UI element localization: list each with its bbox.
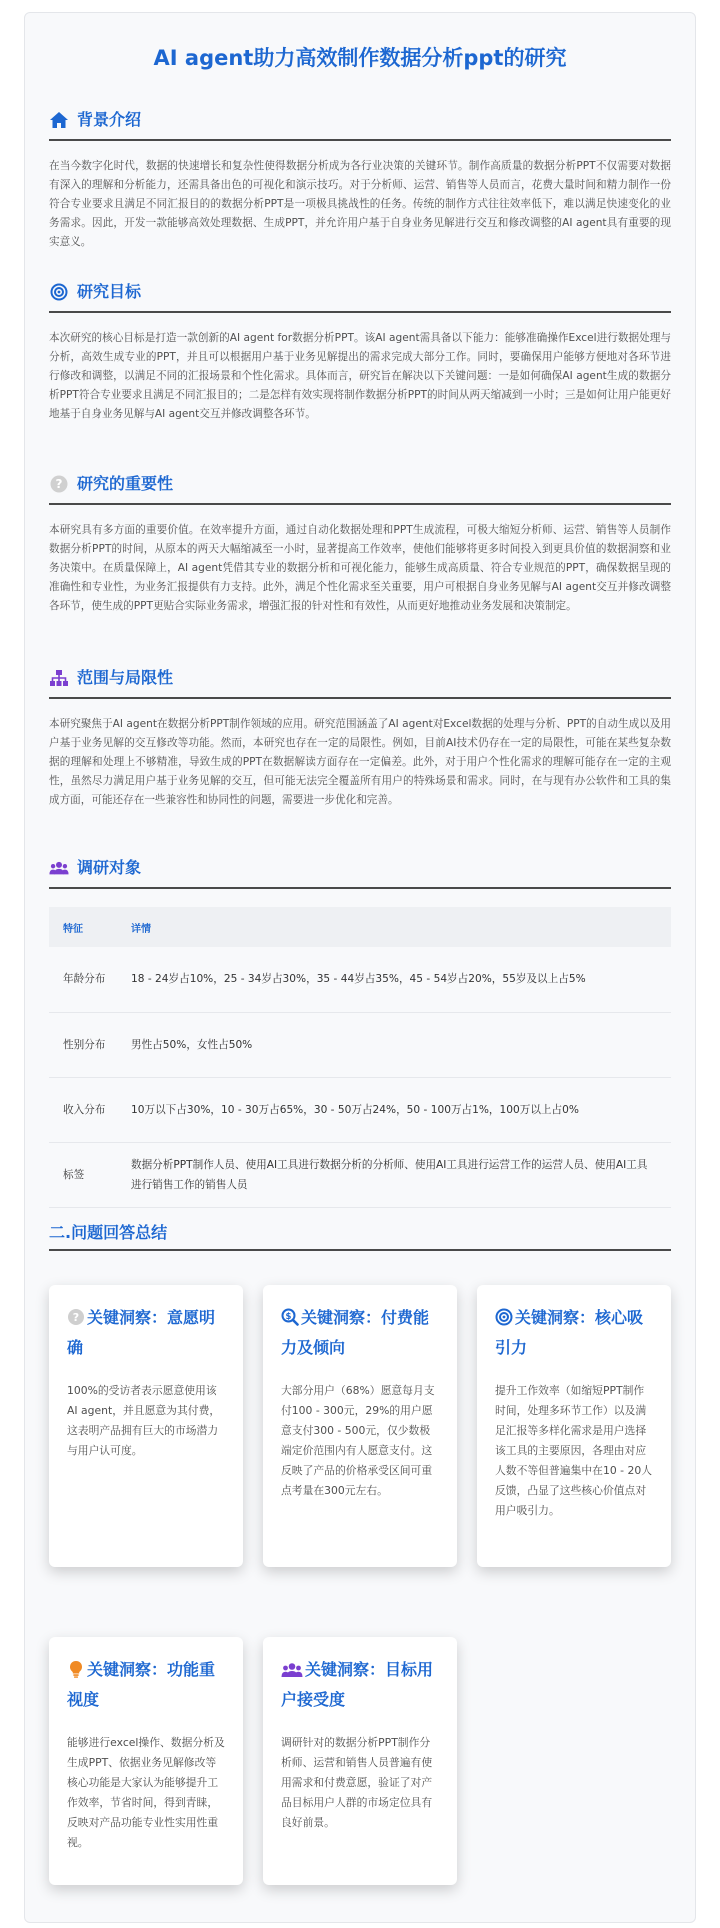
- search-dollar-icon: [281, 1306, 299, 1324]
- users-icon: [281, 1658, 303, 1676]
- table-cell-detail: 10万以下占30%，10 - 30万占65%，30 - 50万占24%，50 - 100万占1%，100万以上占0%: [117, 1077, 671, 1142]
- table-cell-detail: 数据分析PPT制作人员、使用AI工具进行数据分析的分析师、使用AI工具进行运营工作的运营人员、使用AI工具进行销售工作的销售人员: [117, 1142, 671, 1207]
- page-title: AI agent助力高效制作数据分析ppt的研究: [153, 46, 567, 70]
- card-title-text: 关键洞察：目标用户接受度: [281, 1660, 434, 1709]
- table-cell-feature: 年龄分布: [49, 947, 117, 1012]
- card-text: 提升工作效率（如缩短PPT制作时间，处理多环节工作）以及满足汇报等多样化需求是用户选择该工具的主要原因，各理由对应人数不等但普遍集中在10 - 20人反馈，凸显了这些核心价值点对用户吸引力。: [495, 1384, 653, 1517]
- question-circle-icon: [67, 1306, 85, 1324]
- section-summary: [49, 1217, 671, 1251]
- card-text: 100%的受访者表示愿意使用该AI agent，并且愿意为其付费，这表明产品拥有巨大的市场潜力与用户认可度。: [67, 1384, 221, 1457]
- section-text: 本研究具有多方面的重要价值。在效率提升方面，通过自动化数据处理和PPT生成流程，可极大缩短分析师、运营、销售等人员制作数据分析PPT的时间，从原本的两天大幅缩减至一小时，显著提高工作效率，使他们能够将更多时间投入到更具价值的数据洞察和业务决策中。在质量保障上，AI agent凭借其专业的数据分析和可视化能力，能够生成高质量、符合专业规范的PPT，确保数据呈现的准确性和专业性，为业务汇报提供有力支持。此外，满足个性化需求至关重要，用户可根据自身业务见解与AI agent交互并修改调整各环节，使生成的PPT更贴合实际业务需求，增强汇报的针对性和有效性，从而更好地推动业务发展和决策制定。: [49, 524, 671, 612]
- insight-card: [477, 1285, 671, 1567]
- section-title: 调研对象: [77, 858, 142, 877]
- table-cell-feature: 标签: [49, 1142, 117, 1207]
- lightbulb-icon: [67, 1658, 85, 1676]
- column-header: 特征: [63, 923, 83, 935]
- card-title: [495, 1303, 653, 1363]
- table-cell-detail: 18 - 24岁占10%，25 - 34岁占30%，35 - 44岁占35%，45 - 54岁占20%，55岁及以上占5%: [117, 947, 671, 1012]
- table-cell-feature: 收入分布: [49, 1077, 117, 1142]
- section-text: 在当今数字化时代，数据的快速增长和复杂性使得数据分析成为各行业决策的关键环节。制作高质量的数据分析PPT不仅需要对数据有深入的理解和分析能力，还需具备出色的可视化和演示技巧。对于分析师、运营、销售等人员而言，花费大量时间和精力制作一份符合专业要求且满足不同汇报目的的数据分析PPT是一项极具挑战性的任务。传统的制作方式往往效率低下，难以满足快速变化的业务需求。因此，开发一款能够高效处理数据、生成PPT，并允许用户基于自身业务见解进行交互和修改调整的AI agent具有重要的现实意义。: [49, 160, 671, 248]
- section-title: 研究的重要性: [77, 474, 174, 493]
- section-title: 二.问题回答总结: [49, 1223, 168, 1242]
- svg-text:$: $: [285, 1311, 292, 1322]
- card-title: [281, 1655, 439, 1715]
- section-scope: [49, 659, 671, 810]
- table-header-row: [49, 907, 671, 947]
- card-title: [281, 1303, 439, 1363]
- insight-card: [49, 1637, 243, 1885]
- users-icon: [49, 858, 69, 878]
- column-header: 详情: [131, 923, 151, 935]
- section-goals: [49, 273, 671, 424]
- card-title-text: 关键洞察：意愿明确: [67, 1308, 216, 1357]
- table-row: [49, 947, 671, 1012]
- section-heading: [49, 1217, 671, 1251]
- question-circle-icon: [49, 474, 69, 494]
- section-title: 背景介绍: [77, 110, 142, 129]
- section-heading: [49, 659, 671, 699]
- insight-card: [263, 1637, 457, 1885]
- section-title: 范围与局限性: [77, 668, 174, 687]
- insight-card: [49, 1285, 243, 1567]
- section-text: 本研究聚焦于AI agent在数据分析PPT制作领域的应用。研究范围涵盖了AI agent对Excel数据的处理与分析、PPT的自动生成以及用户基于业务见解的交互修改等功能。然而，本研究也存在一定的局限性。例如，目前AI技术仍存在一定的局限性，可能在某些复杂数据的理解和处理上不够精准，导致生成的PPT在数据解读方面存在一定偏差。此外，对于用户个性化需求的理解可能存在一定的主观性，虽然尽力满足用户基于业务见解的交互，但可能无法完全覆盖所有用户的特殊场景和需求。同时，在与现有办公软件和工具的集成方面，可能还存在一些兼容性和协同性的问题，需要进一步优化和完善。: [49, 718, 671, 806]
- card-title-text: 关键洞察：付费能力及倾向: [281, 1308, 430, 1357]
- card-text: 能够进行excel操作、数据分析及生成PPT、依据业务见解修改等核心功能是大家认为能够提升工作效率，节省时间，得到青睐，反映对产品功能专业性实用性重视。: [67, 1736, 225, 1849]
- section-text: 本次研究的核心目标是打造一款创新的AI agent for数据分析PPT。该AI agent需具备以下能力：能够准确操作Excel进行数据处理与分析，高效生成专业的PPT，并且可以根据用户基于业务见解提出的需求完成大部分工作。同时，要确保用户能够方便地对各环节进行修改和调整，以满足不同的汇报场景和个性化需求。具体而言，研究旨在解决以下关键问题：一是如何确保AI agent生成的数据分析PPT符合专业要求且满足不同汇报目的；二是怎样有效实现将制作数据分析PPT的时间从两天缩减到一小时；三是如何让用户能更好地基于自身业务见解与AI agent交互并修改调整各环节。: [49, 332, 671, 420]
- svg-text:?: ?: [72, 1311, 80, 1324]
- section-importance: [49, 465, 671, 616]
- section-title: 研究目标: [77, 282, 142, 301]
- card-title-text: 关键洞察：核心吸引力: [495, 1308, 644, 1357]
- target-icon: [49, 282, 69, 302]
- table-row: [49, 1142, 671, 1207]
- subjects-table: [49, 907, 671, 1208]
- table-cell-feature: 性别分布: [49, 1012, 117, 1077]
- card-text: 调研针对的数据分析PPT制作分析师、运营和销售人员普遍有使用需求和付费意愿，验证了对产品目标用户人群的市场定位具有良好前景。: [281, 1736, 433, 1829]
- table-row: [49, 1077, 671, 1142]
- table-row: [49, 1012, 671, 1077]
- sitemap-icon: [49, 668, 69, 688]
- insight-card: [263, 1285, 457, 1567]
- card-text: 大部分用户（68%）愿意每月支付100 - 300元，29%的用户愿意支付300 - 500元，仅少数极端定价范围内有人愿意支付。这反映了产品的价格承受区间可重点考量在300元左右。: [281, 1384, 435, 1497]
- section-background: [49, 101, 671, 252]
- home-icon: [49, 110, 69, 130]
- card-title: [67, 1655, 225, 1715]
- target-icon: [495, 1306, 513, 1324]
- section-heading: [49, 849, 671, 889]
- table-cell-detail: 男性占50%，女性占50%: [117, 1012, 671, 1077]
- report-page: [24, 12, 696, 1923]
- section-heading: [49, 273, 671, 313]
- section-heading: [49, 465, 671, 505]
- section-heading: [49, 101, 671, 141]
- svg-text:?: ?: [55, 477, 63, 492]
- card-title: [67, 1303, 225, 1363]
- section-subjects: [49, 849, 671, 1208]
- card-title-text: 关键洞察：功能重视度: [67, 1660, 216, 1709]
